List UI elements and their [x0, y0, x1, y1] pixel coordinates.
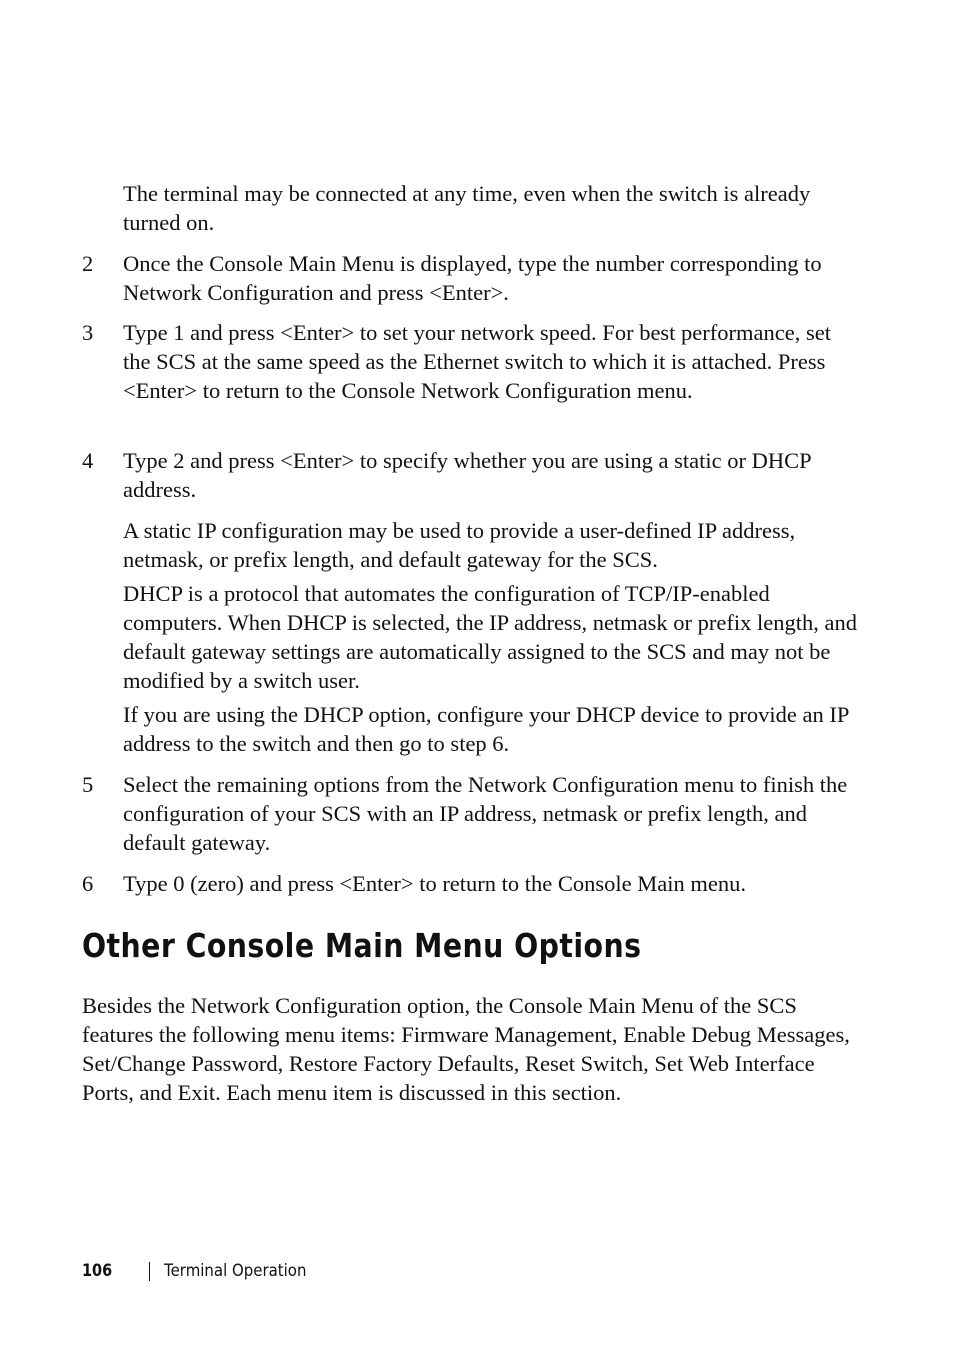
step-number: 2: [82, 251, 94, 276]
intro-note: The terminal may be connected at any time, even when the switch is already turned on.: [123, 181, 811, 235]
step-number: 6: [82, 871, 94, 896]
static-ip-paragraph: A static IP configuration may be used to provide a user-defined IP address, netmask, or prefix length, and default gateway for the SCS.: [123, 518, 796, 572]
chapter-title: Terminal Operation: [164, 1261, 307, 1281]
dhcp-paragraph: DHCP is a protocol that automates the configuration of TCP/IP-enabled computers. When DHCP is selected, the IP address, netmask or prefix length, and default gateway settings are automatically assigned to the SCS and may not be modified by a switch user.: [123, 581, 857, 693]
step-text: Type 0 (zero) and press <Enter> to return to the Console Main menu.: [123, 871, 747, 896]
step-number: 4: [82, 448, 94, 473]
step-text: Type 2 and press <Enter> to specify whether you are using a static or DHCP address.: [123, 448, 811, 502]
dhcp-option-paragraph: If you are using the DHCP option, configure your DHCP device to provide an IP address to the switch and then go to step 6.: [123, 702, 849, 756]
page-number: 106: [82, 1261, 113, 1281]
step-text: Select the remaining options from the Network Configuration menu to finish the configuration of your SCS with an IP address, netmask or prefix length, and default gateway.: [123, 772, 848, 855]
step-number: 5: [82, 772, 94, 797]
section-intro: Besides the Network Configuration option, the Console Main Menu of the SCS features the following menu items: Firmware Management, Enable Debug Messages, Set/Change Password, Restore Factory Defaults, Reset Switch, Set Web Interface Ports, and Exit. Each menu item is discussed in this section.: [82, 993, 850, 1105]
section-heading: Other Console Main Menu Options: [82, 926, 642, 965]
step-number: 3: [82, 320, 94, 345]
step-text: Type 1 and press <Enter> to set your network speed. For best performance, set the SCS at the same speed as the Ethernet switch to which it is attached. Press <Enter> to return to the Console Network Configuration menu.: [123, 320, 831, 403]
step-text: Once the Console Main Menu is displayed, type the number corresponding to Network Configuration and press <Enter>.: [123, 251, 822, 305]
footer-divider: [149, 1262, 150, 1281]
